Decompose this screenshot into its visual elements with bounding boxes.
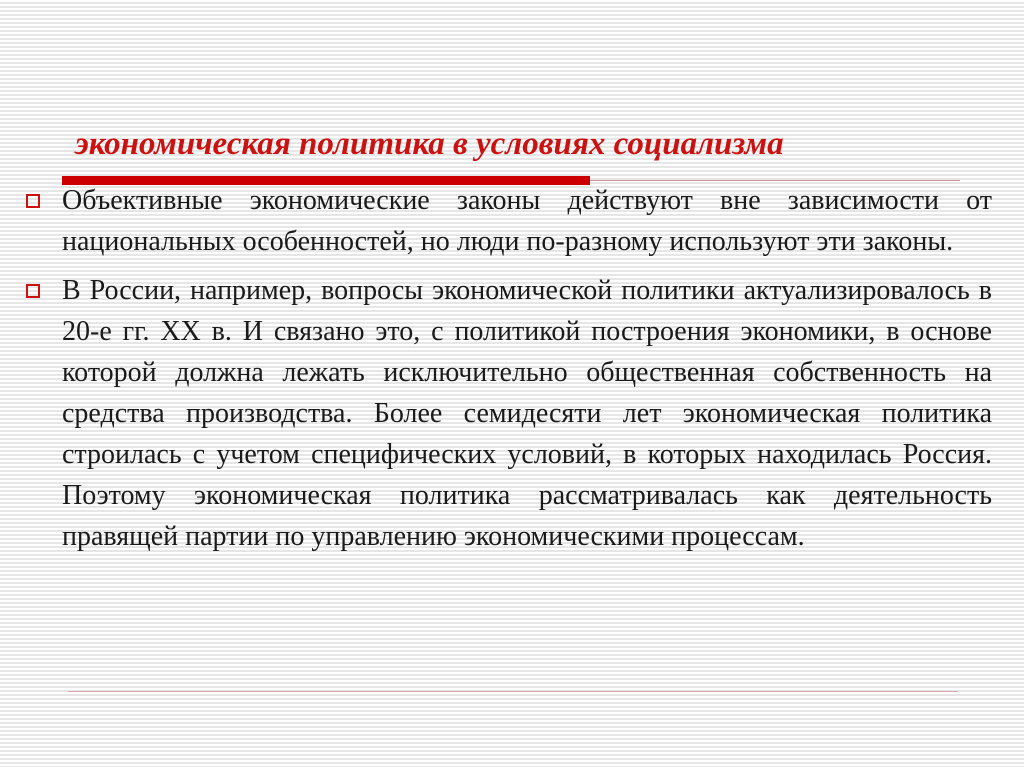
hollow-square-bullet-icon [26, 284, 40, 298]
slide-title: экономическая политика в условиях социализма [75, 126, 784, 162]
footer-divider [68, 691, 958, 692]
bullet-list [22, 180, 992, 563]
bullet-text: В России, например, вопросы экономической политики актуализировалось в 20-е гг. XX в. И связано это, с политикой построения экономики, в основе которой должна лежать исключительно общественная собственность на средства производства. Более семидесяти лет экономическая политика строилась с учетом специфических условий, в которых находилась Россия. Поэтому экономическая политика рассматривалась как деятельность правящей партии по управлению экономическими процессам. [62, 275, 992, 552]
bullet-item [22, 180, 992, 262]
hollow-square-bullet-icon [26, 194, 40, 208]
bullet-item [22, 270, 992, 557]
bullet-text: Объективные экономические законы действуют вне зависимости от национальных особенностей, но люди по-разному используют эти законы. [62, 185, 992, 257]
